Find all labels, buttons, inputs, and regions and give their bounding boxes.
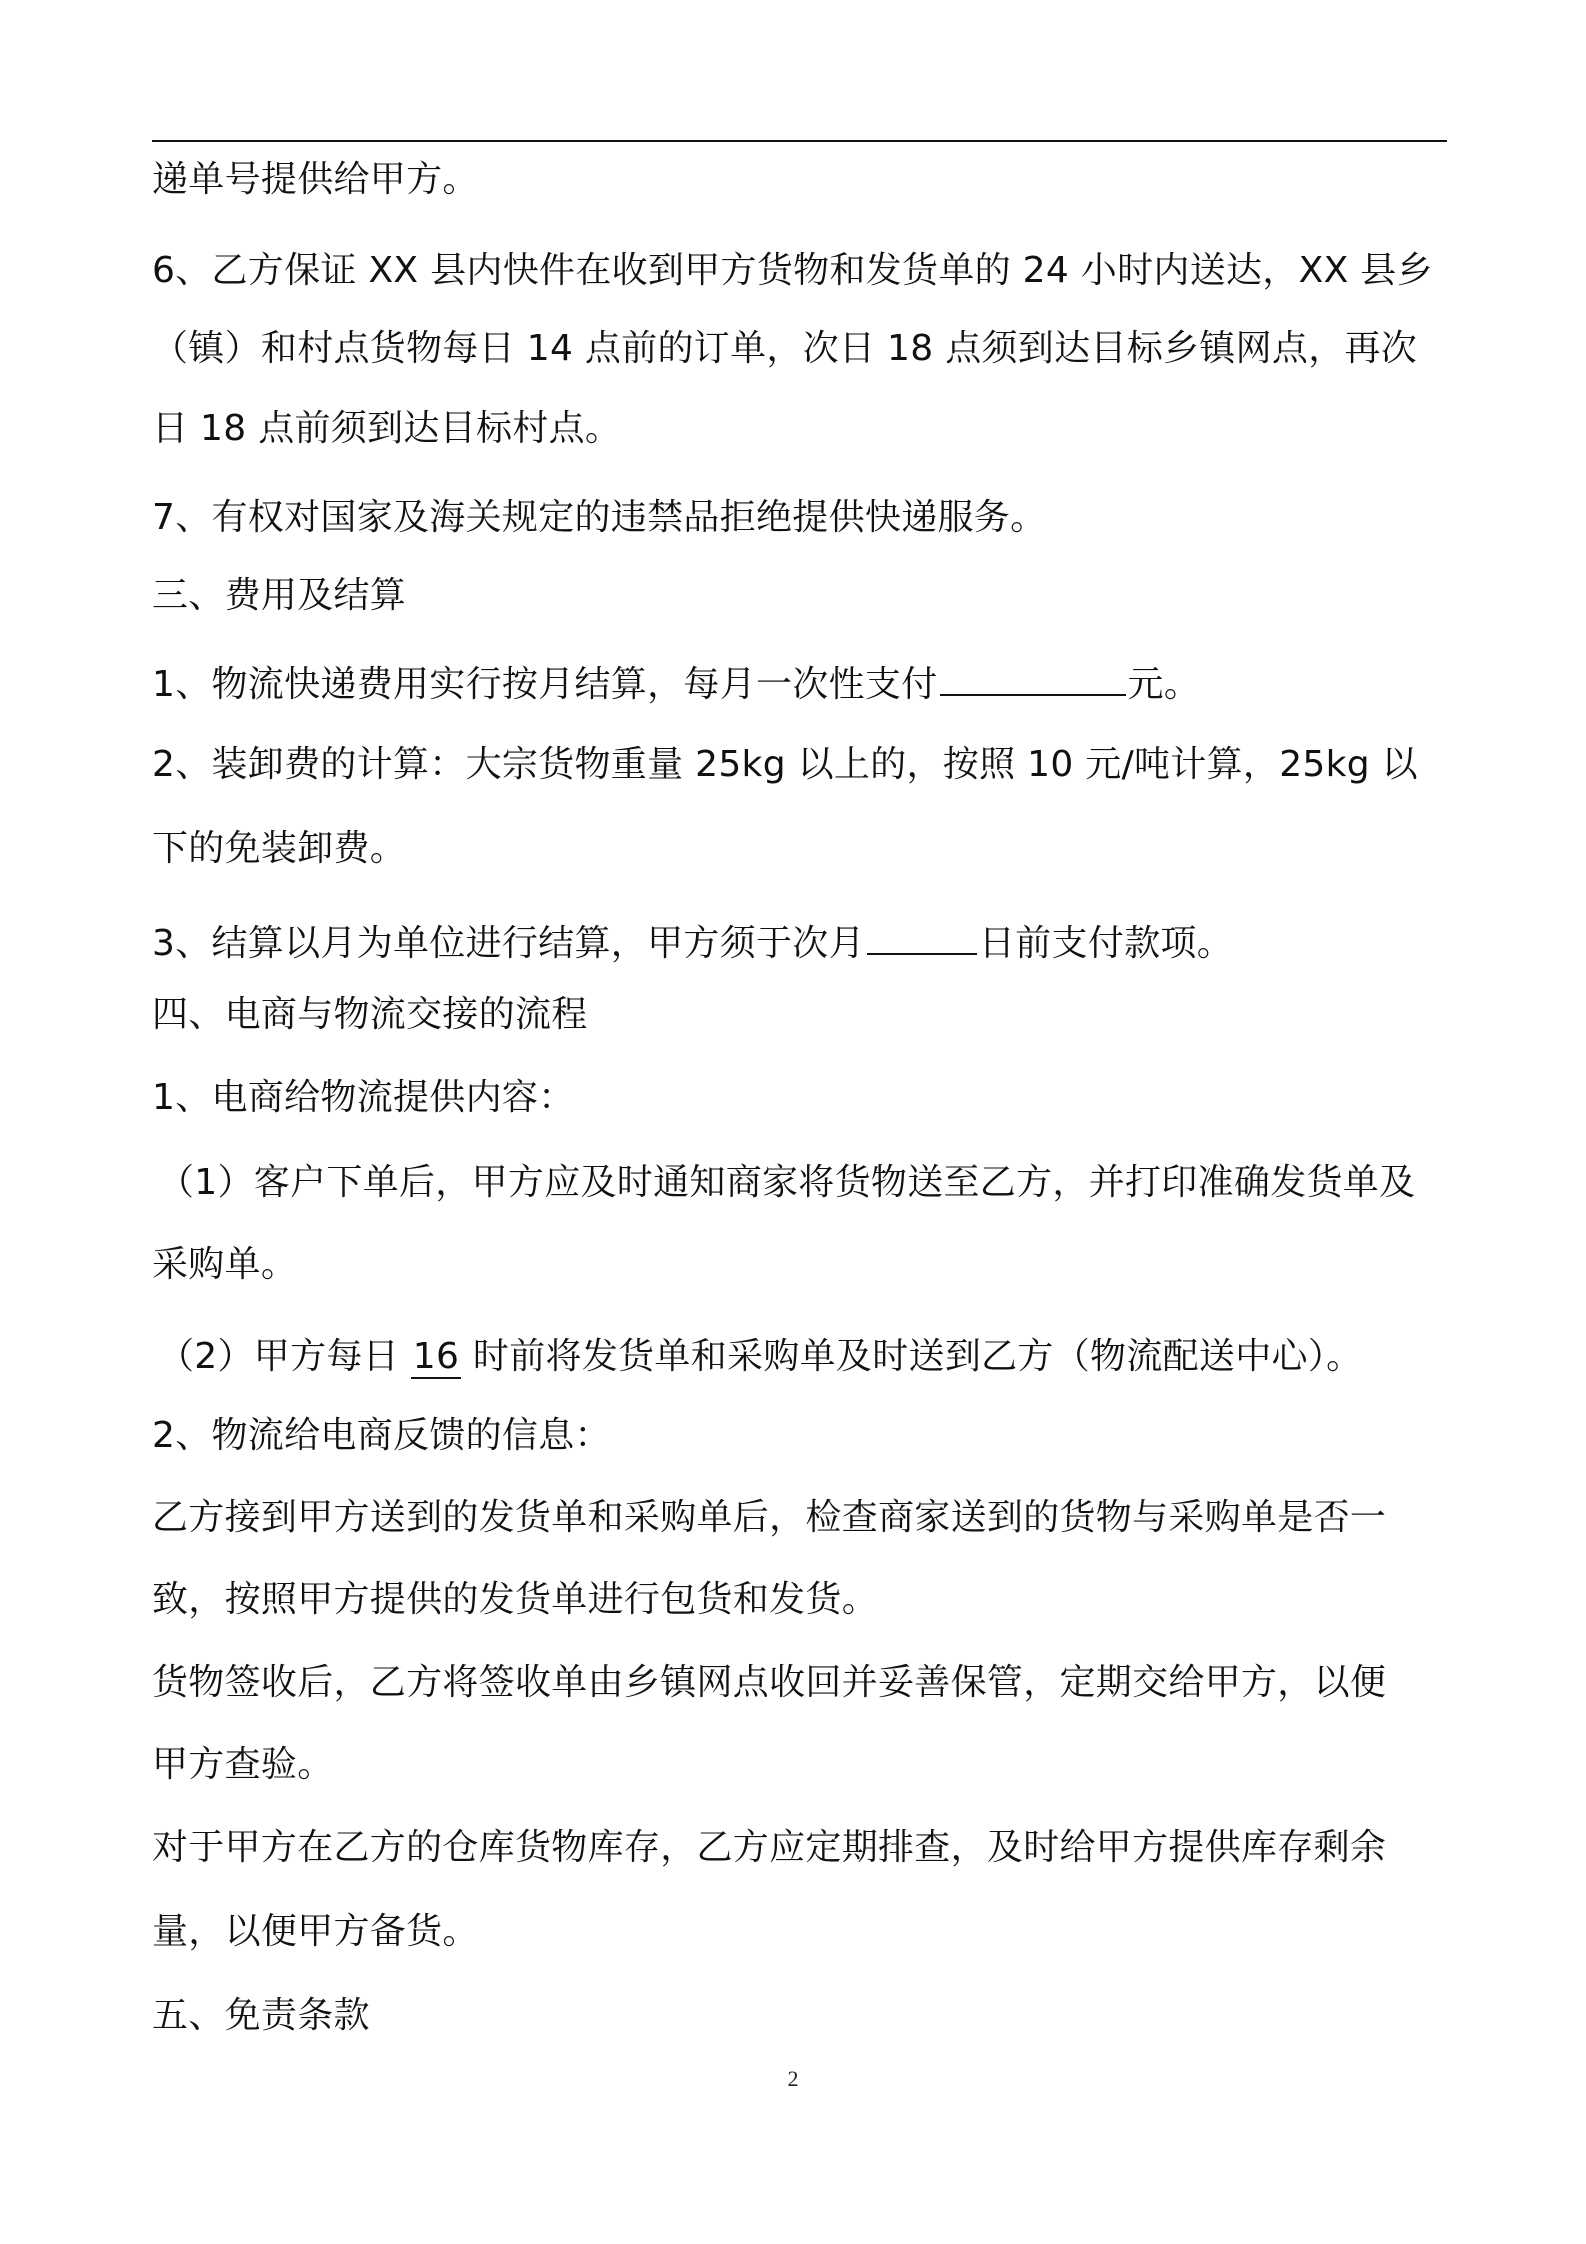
section-heading: 五、免责条款 <box>152 1995 370 2036</box>
paragraph-line <box>152 654 1200 709</box>
paragraph-line <box>158 1333 1362 1381</box>
paragraph-line: 2、装卸费的计算：大宗货物重量 25kg 以上的，按照 10 元/吨计算，25kg 以 <box>152 744 1418 785</box>
paragraph-line: 递单号提供给甲方。 <box>152 159 479 200</box>
amount-blank <box>940 654 1126 696</box>
section-heading: 三、费用及结算 <box>152 575 407 616</box>
paragraph-line: 甲方查验。 <box>152 1744 334 1785</box>
paragraph-line: 7、有权对国家及海关规定的违禁品拒绝提供快递服务。 <box>152 497 1047 538</box>
paragraph-line: 采购单。 <box>152 1244 298 1285</box>
text-segment: （2）甲方每日 <box>158 1336 411 1377</box>
paragraph-line: 量，以便甲方备货。 <box>152 1911 479 1952</box>
paragraph-line: 货物签收后，乙方将签收单由乡镇网点收回并妥善保管，定期交给甲方，以便 <box>152 1662 1387 1703</box>
text-segment: 元。 <box>1127 664 1201 705</box>
paragraph-line: 下的免装卸费。 <box>152 828 407 869</box>
paragraph-line: 乙方接到甲方送到的发货单和采购单后，检查商家送到的货物与采购单是否一 <box>152 1497 1387 1538</box>
text-segment: 1、物流快递费用实行按月结算，每月一次性支付 <box>152 664 938 705</box>
text-segment: 时前将发货单和采购单及时送到乙方（物流配送中心）。 <box>461 1336 1363 1377</box>
paragraph-line <box>152 913 1233 968</box>
section-heading: 四、电商与物流交接的流程 <box>152 994 588 1035</box>
underlined-value: 16 <box>412 1336 460 1377</box>
paragraph-line: 6、乙方保证 XX 县内快件在收到甲方货物和发货单的 24 小时内送达，XX 县乡 <box>152 250 1433 291</box>
header-rule <box>152 140 1447 142</box>
paragraph-line: （1）客户下单后，甲方应及时通知商家将货物送至乙方，并打印准确发货单及 <box>158 1162 1416 1203</box>
paragraph-line: 致，按照甲方提供的发货单进行包货和发货。 <box>152 1579 879 1620</box>
paragraph-line: 1、电商给物流提供内容： <box>152 1077 575 1118</box>
paragraph-line: 2、物流给电商反馈的信息： <box>152 1415 611 1456</box>
date-blank <box>867 913 977 955</box>
text-segment: 日前支付款项。 <box>978 923 1234 964</box>
paragraph-line: （镇）和村点货物每日 14 点前的订单，次日 18 点须到达目标乡镇网点，再次 <box>152 328 1418 369</box>
page-number: 2 <box>787 2066 799 2091</box>
text-segment: 3、结算以月为单位进行结算，甲方须于次月 <box>152 923 865 964</box>
paragraph-line: 日 18 点前须到达目标村点。 <box>152 408 622 449</box>
paragraph-line: 对于甲方在乙方的仓库货物库存，乙方应定期排查，及时给甲方提供库存剩余 <box>152 1827 1387 1868</box>
